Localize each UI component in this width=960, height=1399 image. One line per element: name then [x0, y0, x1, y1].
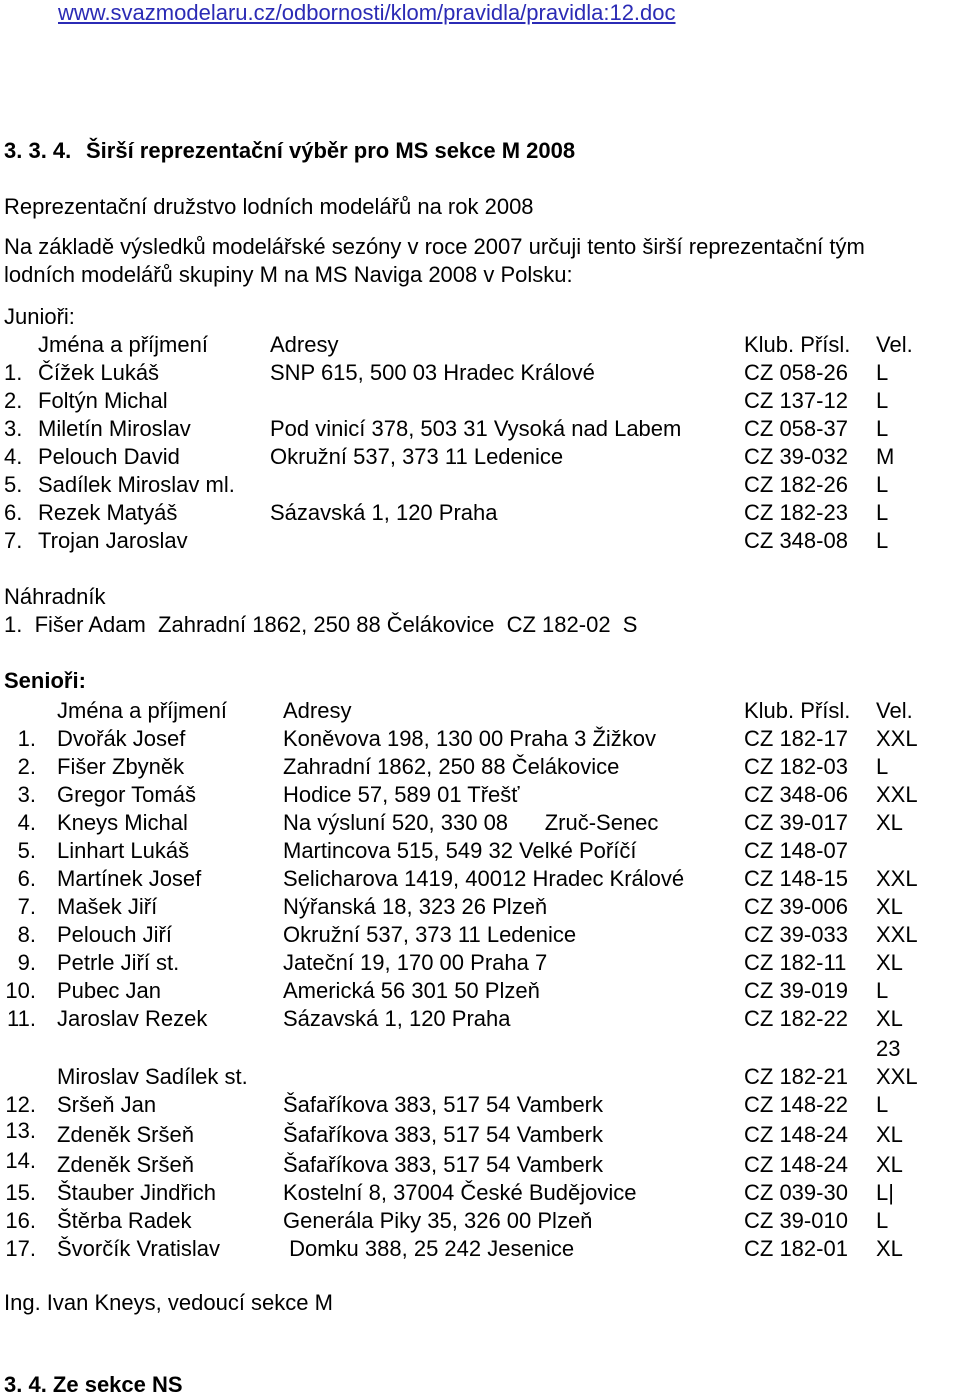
juniors-row-number: 5.: [4, 472, 23, 497]
juniors-row-size: M: [876, 444, 895, 469]
seniors-row-club: CZ 182-22: [744, 1006, 848, 1031]
seniors-row-name: Fišer Zbyněk: [57, 754, 185, 779]
juniors-row-club: CZ 058-37: [744, 416, 848, 441]
juniors-row-club: CZ 182-26: [744, 472, 848, 497]
seniors-row-number: 16.: [5, 1208, 36, 1233]
juniors-row-number: 1.: [4, 360, 23, 385]
juniors-row-address: Pod vinicí 378, 503 31 Vysoká nad Labem: [270, 416, 682, 441]
seniors-row-club: CZ 348-06: [744, 782, 848, 807]
seniors-row-club: CZ 148-22: [744, 1092, 848, 1117]
seniors-row-address: Šafaříkova 383, 517 54 Vamberk: [283, 1152, 604, 1177]
section-title: Širší reprezentační výběr pro MS sekce M 2008: [86, 138, 576, 163]
seniors-row-address: Generála Piky 35, 326 00 Plzeň: [283, 1208, 593, 1233]
seniors-row-club: CZ 148-15: [744, 866, 848, 891]
seniors-row-size: L|: [876, 1180, 894, 1205]
seniors-row-size: XL: [876, 1122, 903, 1147]
juniors-row-name: Foltýn Michal: [38, 388, 168, 413]
seniors-header-club: Klub. Přísl.: [744, 698, 851, 723]
juniors-row-size: L: [876, 416, 889, 441]
juniors-row-club: CZ 348-08: [744, 528, 848, 553]
intro-line-1: Reprezentační družstvo lodních modelářů na rok 2008: [4, 194, 534, 219]
section-number: 3. 3. 4.: [4, 138, 72, 163]
seniors-row-club: CZ 39-006: [744, 894, 848, 919]
seniors-row-club: CZ 39-017: [744, 810, 848, 835]
seniors-row-number: 1.: [17, 726, 36, 751]
seniors-row-size: XXL: [876, 782, 918, 807]
juniors-row-name: Pelouch David: [38, 444, 180, 469]
juniors-header-club: Klub. Přísl.: [744, 332, 851, 357]
juniors-row-size: L: [876, 528, 889, 553]
seniors-row-club: CZ 39-033: [744, 922, 848, 947]
juniors-row-name: Rezek Matyáš: [38, 500, 178, 525]
seniors-row-number: 9.: [17, 950, 36, 975]
juniors-row-number: 2.: [4, 388, 23, 413]
seniors-row-address: Sázavská 1, 120 Praha: [283, 1006, 511, 1031]
juniors-row-club: CZ 39-032: [744, 444, 848, 469]
juniors-row-size: L: [876, 472, 889, 497]
seniors-row-address: Americká 56 301 50 Plzeň: [283, 978, 540, 1003]
juniors-row-club: CZ 058-26: [744, 360, 848, 385]
juniors-header-size: Vel.: [876, 332, 913, 357]
seniors-row-club: CZ 39-019: [744, 978, 848, 1003]
seniors-row-address: Zahradní 1862, 250 88 Čelákovice: [283, 754, 620, 779]
seniors-row-size-note: 23: [876, 1036, 901, 1061]
seniors-row-address: Jateční 19, 170 00 Praha 7: [283, 950, 548, 975]
seniors-row-address: Nýřanská 18, 323 26 Plzeň: [283, 894, 548, 919]
juniors-row-size: L: [876, 500, 889, 525]
seniors-row-size: L: [876, 1092, 889, 1117]
seniors-row-number: 5.: [17, 838, 36, 863]
seniors-row-name: Štauber Jindřich: [57, 1180, 216, 1205]
seniors-header-size: Vel.: [876, 698, 913, 723]
seniors-row-address: Domku 388, 25 242 Jesenice: [283, 1236, 575, 1261]
juniors-row-address: Sázavská 1, 120 Praha: [270, 500, 498, 525]
seniors-row-size: L: [876, 1208, 889, 1233]
juniors-row-size: L: [876, 388, 889, 413]
seniors-row-name: Švorčík Vratislav: [57, 1236, 221, 1261]
seniors-row-address: Šafaříkova 383, 517 54 Vamberk: [283, 1122, 604, 1147]
seniors-heading: Senioři:: [4, 668, 86, 693]
seniors-row-number: 2.: [17, 754, 36, 779]
seniors-row-club: CZ 148-07: [744, 838, 848, 863]
seniors-row-club: CZ 182-21: [744, 1064, 848, 1089]
seniors-row-name: Pubec Jan: [57, 978, 161, 1003]
seniors-row-number: 10.: [5, 978, 36, 1003]
seniors-row-name: Zdeněk Sršeň: [57, 1152, 194, 1177]
seniors-row-number: 4.: [17, 810, 36, 835]
seniors-row-size: L: [876, 978, 889, 1003]
seniors-row-size: L: [876, 754, 889, 779]
source-url[interactable]: www.svazmodelaru.cz/odbornosti/klom/pravidla/pravidla:12.doc: [58, 0, 676, 25]
seniors-row-club: CZ 182-17: [744, 726, 848, 751]
seniors-row-address: Okružní 537, 373 11 Ledenice: [283, 922, 577, 947]
seniors-row-address: Šafaříkova 383, 517 54 Vamberk: [283, 1092, 604, 1117]
seniors-row-name: Pelouch Jiří: [57, 922, 172, 947]
juniors-row-number: 6.: [4, 500, 23, 525]
juniors-row-address: SNP 615, 500 03 Hradec Králové: [270, 360, 595, 385]
seniors-row-club: CZ 182-11: [744, 950, 847, 975]
seniors-row-club: CZ 182-03: [744, 754, 848, 779]
seniors-row-number: 15.: [5, 1180, 36, 1205]
seniors-row-number: 14.: [5, 1148, 36, 1173]
juniors-row-name: Miletín Miroslav: [38, 416, 191, 441]
seniors-row-number: 12.: [5, 1092, 36, 1117]
juniors-row-club: CZ 137-12: [744, 388, 848, 413]
juniors-row-club: CZ 182-23: [744, 500, 848, 525]
substitute-heading: Náhradník: [4, 584, 106, 609]
juniors-heading: Junioři:: [4, 304, 75, 329]
seniors-row-address: Kostelní 8, 37004 České Budějovice: [283, 1180, 637, 1205]
seniors-row-size: XL: [876, 1152, 903, 1177]
seniors-row-club: CZ 39-010: [744, 1208, 848, 1233]
seniors-row-number: 8.: [17, 922, 36, 947]
juniors-row-size: L: [876, 360, 889, 385]
seniors-row-number: 6.: [17, 866, 36, 891]
seniors-row-club: CZ 182-01: [744, 1236, 848, 1261]
seniors-row-size: XL: [876, 894, 903, 919]
seniors-header-address: Adresy: [283, 698, 352, 723]
seniors-row-address: Martincova 515, 549 32 Velké Poříčí: [283, 838, 637, 863]
seniors-row-address: Koněvova 198, 130 00 Praha 3 Žižkov: [283, 726, 657, 751]
seniors-row-club: CZ 039-30: [744, 1180, 848, 1205]
seniors-row-name: Kneys Michal: [57, 810, 188, 835]
seniors-row-number: 3.: [17, 782, 36, 807]
seniors-row-name: Petrle Jiří st.: [57, 950, 180, 975]
seniors-row-size: XXL: [876, 866, 918, 891]
juniors-row-number: 3.: [4, 416, 23, 441]
seniors-row-size: XL: [876, 810, 903, 835]
seniors-row-number: 11.: [7, 1006, 36, 1031]
seniors-row-name: Linhart Lukáš: [57, 838, 190, 863]
seniors-row-size: XXL: [876, 726, 918, 751]
substitute-line: 1. Fišer Adam Zahradní 1862, 250 88 Čelákovice CZ 182-02 S: [4, 612, 638, 637]
juniors-row-name: Sadílek Miroslav ml.: [38, 472, 235, 497]
juniors-row-name: Trojan Jaroslav: [38, 528, 188, 553]
seniors-row-name: Sršeň Jan: [57, 1092, 157, 1117]
seniors-row-number: 7.: [17, 894, 36, 919]
intro-line-3: lodních modelářů skupiny M na MS Naviga 2008 v Polsku:: [4, 262, 573, 287]
seniors-row-address: Na výsluní 520, 330 08 Zruč-Senec: [283, 810, 659, 835]
seniors-row-name: Gregor Tomáš: [57, 782, 196, 807]
seniors-row-size: XL: [876, 1006, 903, 1031]
juniors-row-number: 7.: [4, 528, 23, 553]
seniors-row-address: Selicharova 1419, 40012 Hradec Králové: [283, 866, 685, 891]
seniors-row-address: Hodice 57, 589 01 Třešť: [283, 782, 520, 807]
seniors-row-size: XXL: [876, 922, 918, 947]
juniors-row-address: Okružní 537, 373 11 Ledenice: [270, 444, 564, 469]
seniors-row-size: XXL: [876, 1064, 918, 1089]
seniors-row-name: Zdeněk Sršeň: [57, 1122, 194, 1147]
seniors-row-name: Mašek Jiří: [57, 894, 158, 919]
seniors-row-size: XL: [876, 950, 903, 975]
seniors-header-name: Jména a příjmení: [57, 698, 227, 723]
seniors-row-name: Martínek Josef: [57, 866, 202, 891]
juniors-row-name: Čížek Lukáš: [38, 360, 160, 385]
seniors-row-club: CZ 148-24: [744, 1152, 848, 1177]
seniors-row-name: Dvořák Josef: [57, 726, 186, 751]
seniors-row-name: Miroslav Sadílek st.: [57, 1064, 248, 1089]
seniors-row-size: XL: [876, 1236, 903, 1261]
seniors-row-name: Štěrba Radek: [57, 1208, 192, 1233]
seniors-row-number: 13.: [5, 1118, 36, 1143]
seniors-row-club: CZ 148-24: [744, 1122, 848, 1147]
next-section-title: 3. 4. Ze sekce NS: [4, 1372, 183, 1397]
seniors-row-number: 17.: [5, 1236, 36, 1261]
juniors-header-name: Jména a příjmení: [38, 332, 208, 357]
seniors-row-name: Jaroslav Rezek: [57, 1006, 208, 1031]
intro-line-2: Na základě výsledků modelářské sezóny v roce 2007 určuji tento širší reprezentační tým: [4, 234, 865, 259]
signature: Ing. Ivan Kneys, vedoucí sekce M: [4, 1290, 333, 1315]
juniors-header-address: Adresy: [270, 332, 339, 357]
juniors-row-number: 4.: [4, 444, 23, 469]
